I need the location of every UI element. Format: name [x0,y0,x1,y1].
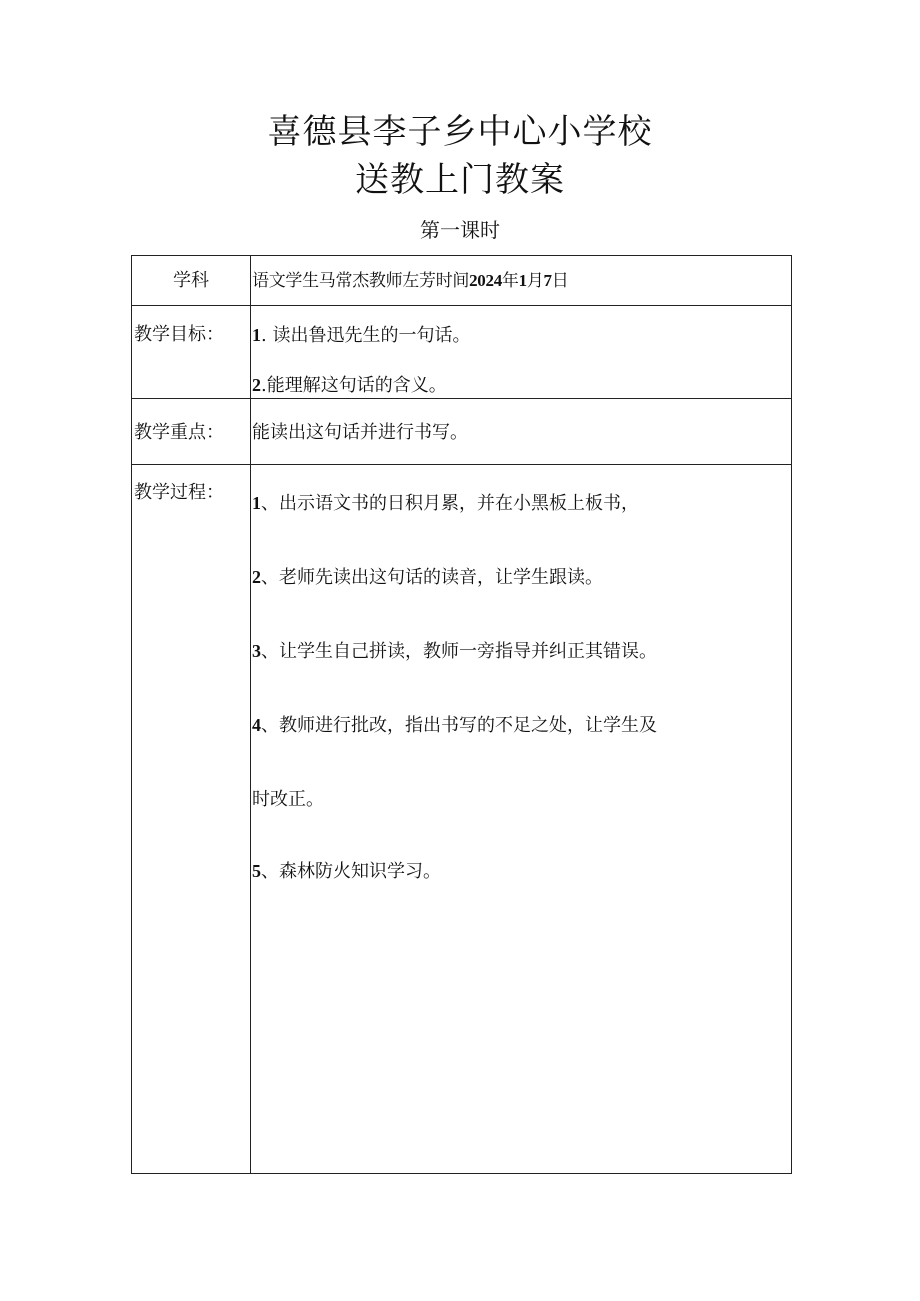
step-number: 3 [252,641,261,661]
subject-month: 1 [518,271,527,290]
goal-item [252,322,470,349]
goal-text: . 读出鲁迅先生的一句话。 [261,325,471,346]
step-text: 、森林防火知识学习。 [261,861,441,882]
row-divider [132,398,791,399]
day-char: 日 [551,271,569,291]
year-char: 年 [501,271,519,291]
step-text: 、出示语文书的日积月累，并在小黑板上板书， [261,493,639,514]
focus-label: 教学重点： [134,422,224,443]
goals-label: 教学目标： [134,324,224,345]
lesson-plan-table [131,255,792,1174]
step-text: 时改正。 [252,789,324,810]
subject-info [252,268,568,294]
process-step [252,638,657,665]
row-divider [132,305,791,306]
process-step-continuation [252,786,324,813]
process-step [252,564,603,591]
goal-number: 1 [252,325,261,345]
subject-label: 学科 [173,270,209,291]
step-text: 、老师先读出这句话的读音，让学生跟读。 [261,567,603,588]
step-text: 、让学生自己拼读，教师一旁指导并纠正其错误。 [261,641,657,662]
step-number: 5 [252,861,261,881]
column-divider [250,256,251,1173]
month-char: 月 [526,271,544,291]
step-number: 4 [252,715,261,735]
goal-text: .能理解这句话的含义。 [261,375,447,396]
row-divider [132,464,791,465]
process-label: 教学过程： [134,482,224,503]
step-number: 2 [252,567,261,587]
goal-number: 2 [252,375,261,395]
process-step [252,712,657,739]
focus-text: 能读出这句话并进行书写。 [252,422,468,443]
subject-info-text: 语文学生马常杰教师左芳时间 [252,271,470,291]
step-text: 、教师进行批改，指出书写的不足之处，让学生及 [261,715,657,736]
process-step [252,858,441,885]
process-step [252,490,639,517]
step-number: 1 [252,493,261,513]
lesson-period: 第一课时 [420,218,500,242]
subject-year: 2024 [469,271,502,290]
document-title: 送教上门教案 [355,160,565,200]
goal-item [252,372,447,399]
school-name: 喜德县李子乡中心小学校 [267,112,653,152]
subject-day: 7 [543,271,552,290]
